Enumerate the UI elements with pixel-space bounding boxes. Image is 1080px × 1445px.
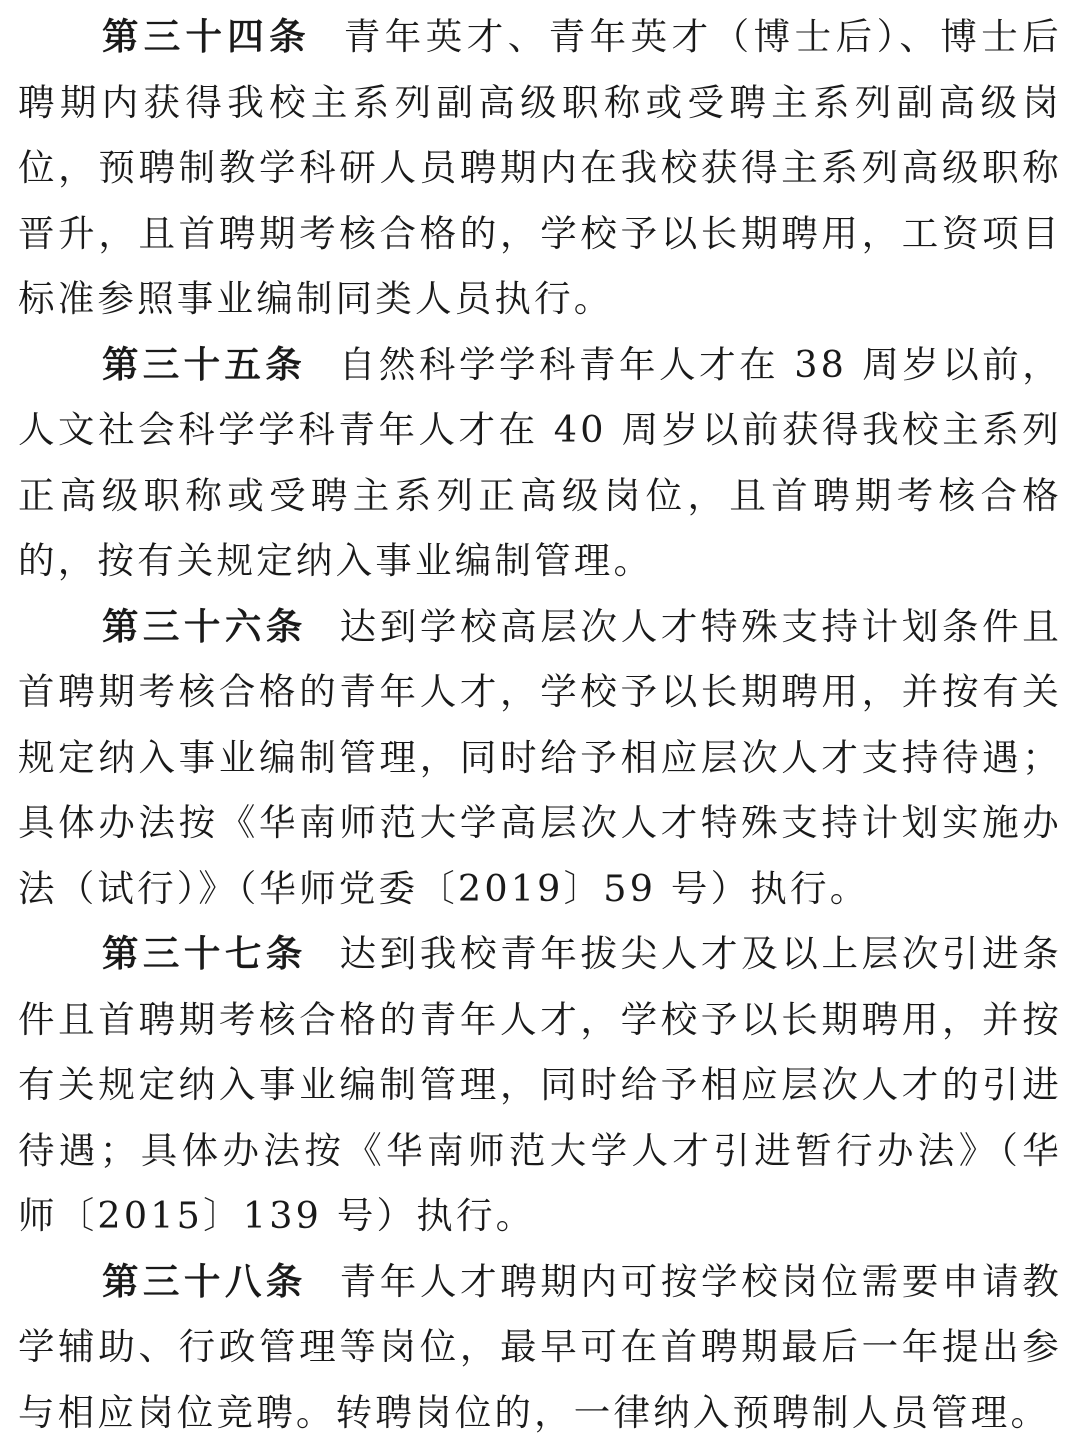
- article-number: 第三十八条: [102, 1260, 307, 1303]
- article-36: [18, 594, 1062, 922]
- article-text: 青年人才聘期内可按学校岗位需要申请教学辅助、行政管理等岗位，最早可在首聘期最后一年提出参与相应岗位竞聘。转聘岗位的，一律纳入预聘制人员管理。: [18, 1260, 1062, 1434]
- article-text: 达到我校青年拔尖人才及以上层次引进条件且首聘期考核合格的青年人才，学校予以长期聘用，并按有关规定纳入事业编制管理，同时给予相应层次人才的引进待遇；具体办法按《华南师范大学人才引进暂行办法》（华师〔2015〕139 号）执行。: [18, 932, 1062, 1237]
- article-text: 达到学校高层次人才特殊支持计划条件且首聘期考核合格的青年人才，学校予以长期聘用，并按有关规定纳入事业编制管理，同时给予相应层次人才支持待遇；具体办法按《华南师范大学高层次人才特殊支持计划实施办法（试行）》（华师党委〔2019〕59 号）执行。: [18, 605, 1062, 910]
- article-text: 青年英才、青年英才（博士后）、博士后聘期内获得我校主系列副高级职称或受聘主系列副高级岗位，预聘制教学科研人员聘期内在我校获得主系列高级职称晋升，且首聘期考核合格的，学校予以长期聘用，工资项目标准参照事业编制同类人员执行。: [18, 15, 1062, 320]
- document-page: [18, 0, 1062, 1445]
- article-35: [18, 332, 1062, 594]
- article-number: 第三十六条: [102, 605, 307, 648]
- article-37: [18, 921, 1062, 1249]
- article-number: 第三十五条: [102, 343, 306, 386]
- article-number: 第三十七条: [102, 932, 307, 975]
- article-34: [18, 4, 1062, 332]
- article-number: 第三十四条: [102, 15, 311, 58]
- article-38: [18, 1249, 1062, 1445]
- article-text: 自然科学学科青年人才在 38 周岁以前，人文社会科学学科青年人才在 40 周岁以前获得我校主系列正高级职称或受聘主系列正高级岗位，且首聘期考核合格的，按有关规定纳入事业编制管理。: [18, 343, 1062, 583]
